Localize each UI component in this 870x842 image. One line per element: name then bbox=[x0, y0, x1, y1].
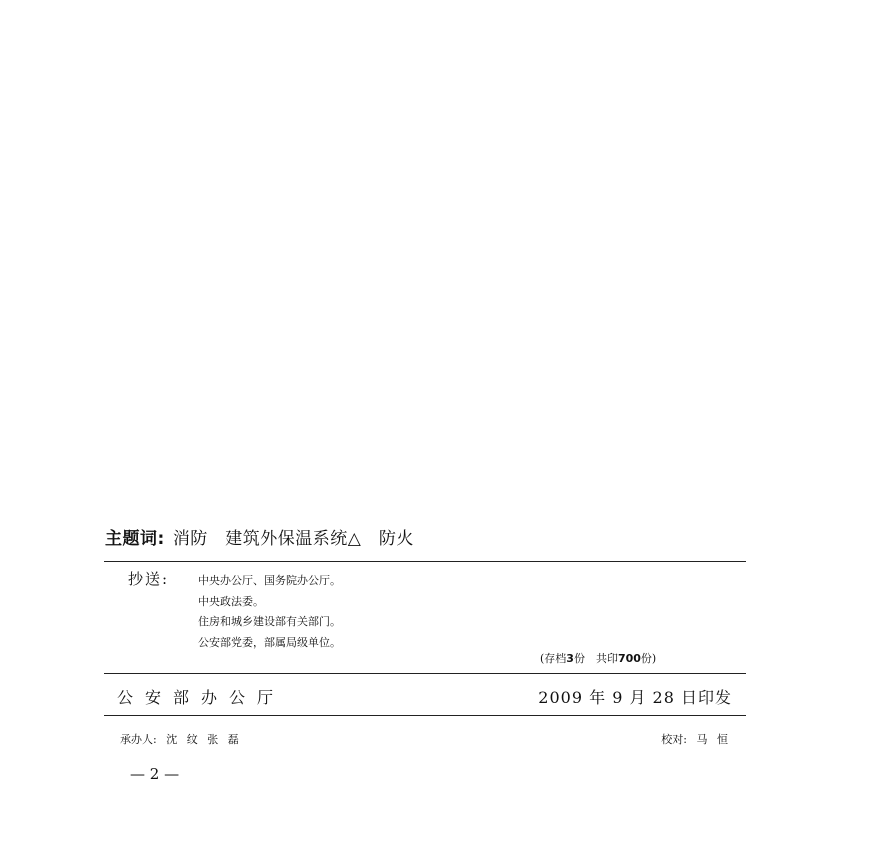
copies-open: (存档 bbox=[540, 652, 567, 665]
copies-note bbox=[540, 650, 656, 666]
cc-item: 公安部党委，部属局级单位。 bbox=[198, 635, 341, 649]
issuer: 公安部办公厅 bbox=[117, 688, 286, 707]
cc-item: 中央办公厅、国务院办公厅。 bbox=[198, 574, 341, 587]
divider-middle bbox=[104, 673, 746, 674]
proofreader: 校对: 马 恒 bbox=[661, 733, 728, 746]
divider-bottom bbox=[104, 715, 746, 716]
copies-close: 份) bbox=[640, 652, 657, 665]
subject-terms bbox=[105, 524, 414, 549]
cc-label: 抄送: bbox=[128, 570, 170, 588]
issue-date: 2009 年 9 月 28 日印发 bbox=[538, 688, 732, 707]
page-number: — 2 — bbox=[130, 765, 180, 783]
handler: 承办人: 沈 纹 张 磊 bbox=[120, 733, 239, 746]
divider-top bbox=[104, 561, 746, 562]
cc-item: 中央政法委。 bbox=[198, 594, 264, 608]
subject-words: 消防 建筑外保温系统△ 防火 bbox=[172, 529, 414, 549]
cc-list bbox=[198, 571, 341, 653]
archive-count: 3 bbox=[566, 652, 574, 665]
cc-item: 住房和城乡建设部有关部门。 bbox=[198, 615, 341, 628]
print-count: 700 bbox=[617, 652, 641, 665]
subject-label: 主题词: bbox=[105, 529, 165, 549]
copies-archive-unit: 份 共印 bbox=[573, 652, 618, 665]
